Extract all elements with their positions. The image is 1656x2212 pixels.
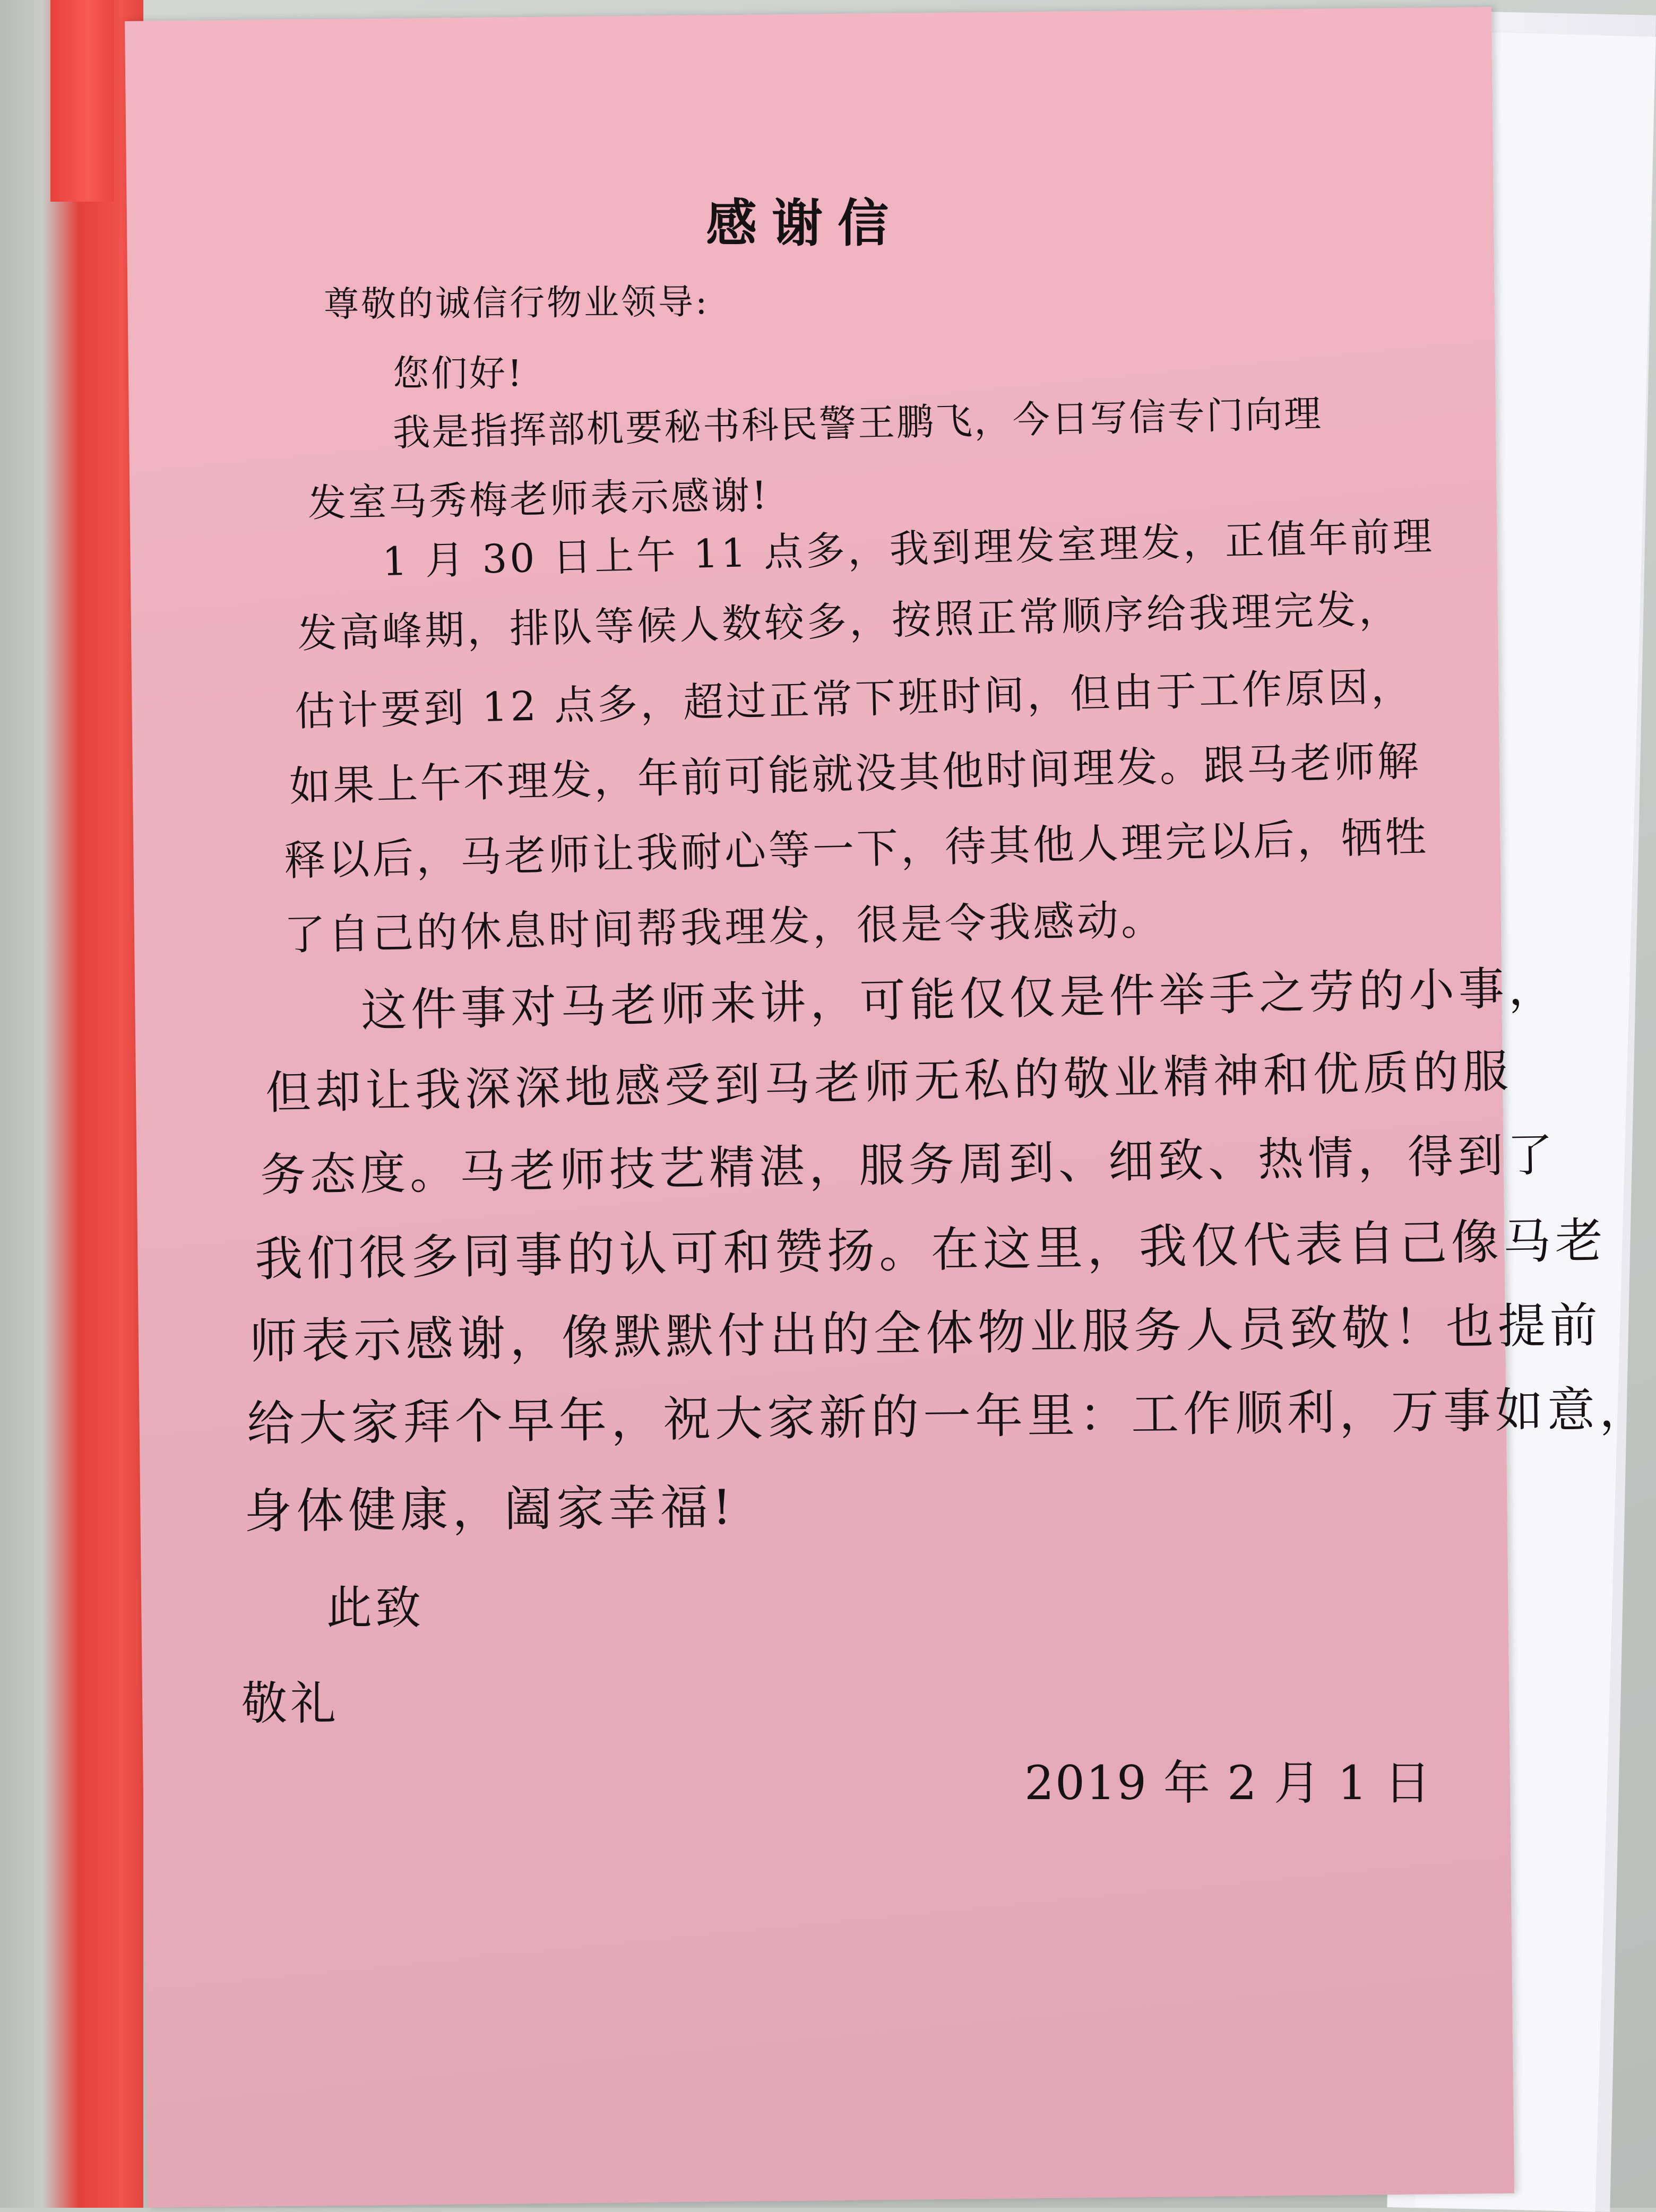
letter-salutation: 尊敬的诚信行物业领导: xyxy=(323,281,710,325)
letter-line-3: 1 月 30 日上午 11 点多，我到理发室理发，正值年前理 xyxy=(382,513,1435,585)
letter-line-11: 务态度。马老师技艺精湛，服务周到、细致、热情，得到了 xyxy=(260,1128,1558,1202)
letter-greeting: 您们好! xyxy=(393,353,524,395)
letter-closing-jingli: 敬礼 xyxy=(242,1677,339,1730)
letter-line-6: 如果上午不理发，年前可能就没其他时间理发。跟马老师解 xyxy=(289,737,1421,811)
letter-line-4: 发高峰期，排队等候人数较多，按照正常顺序给我理完发， xyxy=(297,585,1402,657)
letter-line-7: 释以后，马老师让我耐心等一下，待其他人理完以后，牺牲 xyxy=(283,813,1430,885)
letter-line-5: 估计要到 12 点多，超过正常下班时间，但由于工作原因， xyxy=(294,662,1414,735)
letter-line-13: 师表示感谢，像默默付出的全体物业服务人员致敬！也提前 xyxy=(249,1297,1602,1370)
letter-line-15: 身体健康，阖家幸福! xyxy=(244,1479,736,1540)
letter-line-14: 给大家拜个早年，祝大家新的一年里：工作顺利，万事如意， xyxy=(246,1381,1652,1452)
letter-line-10: 但却让我深深地感受到马老师无私的敬业精神和优质的服 xyxy=(265,1044,1513,1120)
letter-date: 2019 年 2 月 1 日 xyxy=(1024,1756,1432,1810)
letter-line-9: 这件事对马老师来讲，可能仅仅是件举手之劳的小事， xyxy=(360,961,1559,1038)
letter-line-1: 我是指挥部机要秘书科民警王鹏飞，今日写信专门向理 xyxy=(392,392,1323,455)
letter-title: 感谢信 xyxy=(706,194,903,253)
letter-line-12: 我们很多同事的认可和赞扬。在这里，我仅代表自己像马老 xyxy=(254,1213,1608,1288)
letter-line-2: 发室马秀梅老师表示感谢! xyxy=(307,472,770,525)
letter-closing-cizhi: 此致 xyxy=(326,1582,424,1635)
letter-line-8: 了自己的休息时间帮我理发，很是令我感动。 xyxy=(283,896,1166,960)
